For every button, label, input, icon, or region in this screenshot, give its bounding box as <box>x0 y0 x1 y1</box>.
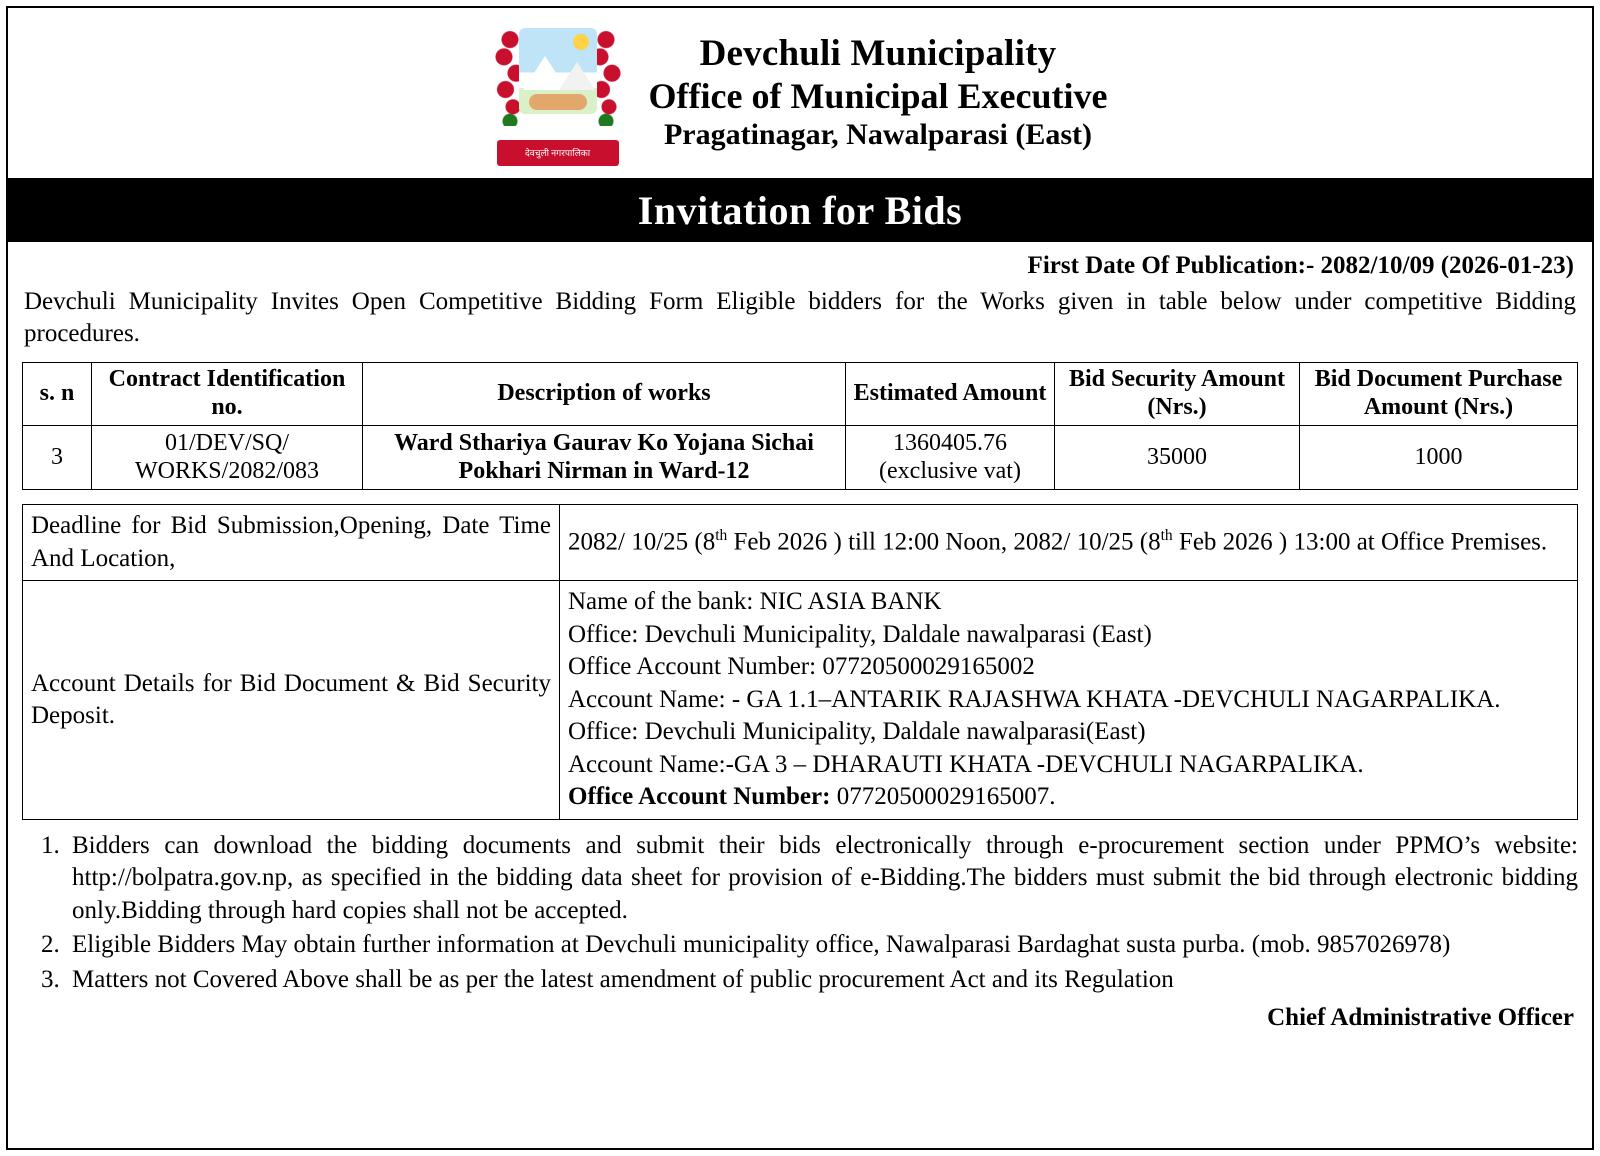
column-header-bid-security: Bid Security Amount (Nrs.) <box>1055 363 1300 426</box>
deadline-text-mid: Feb 2026 ) till 12:00 Noon, 2082/ 10/25 (8 <box>727 528 1161 556</box>
notes-list <box>22 830 1578 997</box>
table-header-row <box>23 363 1578 426</box>
emblem-banner: देवचुली नगरपालिका <box>497 140 619 166</box>
deadline-label: Deadline for Bid Submission,Opening, Date Time And Location, <box>23 505 560 581</box>
column-header-contract-id: Contract Identification no. <box>92 363 363 426</box>
list-item: 1. Bidders can download the bidding documents and submit their bids electronically through e-procurement section under PPMO’s website: http://bolpatra.gov.np, as specified in the bidding data sheet for provision of e-Bidding.The bidders must submit the bid through electronic bidding only.Bidding through hard copies shall not be accepted. <box>66 830 1578 928</box>
account-line-number-1: Office Account Number: 07720500029165002 <box>568 653 1035 681</box>
column-header-sn: s. n <box>23 363 92 426</box>
document-body <box>8 242 1592 1032</box>
nepal-government-emblem-icon <box>493 18 623 168</box>
organization-address: Pragatinagar, Nawalparasi (East) <box>663 117 1093 151</box>
sun-icon <box>573 34 589 50</box>
account-number-value: 07720500029165007. <box>830 783 1056 811</box>
table-row <box>23 425 1578 490</box>
emblem-center-icon <box>519 28 597 114</box>
deadline-text-pre: 2082/ 10/25 (8 <box>568 528 716 556</box>
cell-bid-document: 1000 <box>1300 425 1578 490</box>
account-row <box>23 581 1578 820</box>
account-line-name-2: Account Name:-GA 3 – DHARAUTI KHATA -DEVCHULI NAGARPALIKA. <box>568 750 1364 778</box>
account-line-bank: Name of the bank: NIC ASIA BANK <box>568 588 942 616</box>
account-line-office-1: Office: Devchuli Municipality, Daldale nawalparasi (East) <box>568 620 1152 648</box>
list-item: 3. Matters not Covered Above shall be as per the latest amendment of public procurement Act and its Regulation <box>66 964 1578 997</box>
organization-office: Office of Municipal Executive <box>648 76 1108 117</box>
deadline-text-post: Feb 2026 ) 13:00 at Office Premises. <box>1172 528 1548 556</box>
cell-bid-security: 35000 <box>1055 425 1300 490</box>
column-header-estimated-amount: Estimated Amount <box>846 363 1055 426</box>
handshake-icon <box>529 94 587 110</box>
mountain-secondary-icon <box>559 62 595 90</box>
account-label: Account Details for Bid Document & Bid Security Deposit. <box>23 581 560 820</box>
column-header-description: Description of works <box>363 363 846 426</box>
account-line-name-1: Account Name: - GA 1.1–ANTARIK RAJASHWA KHATA -DEVCHULI NAGARPALIKA. <box>568 685 1501 713</box>
account-line-office-2: Office: Devchuli Municipality, Daldale nawalparasi(East) <box>568 718 1146 746</box>
cell-contract-id: 01/DEV/SQ/ WORKS/2082/083 <box>92 425 363 490</box>
column-header-bid-document: Bid Document Purchase Amount (Nrs.) <box>1300 363 1578 426</box>
intro-paragraph: Devchuli Municipality Invites Open Competitive Bidding Form Eligible bidders for the Works given in table below under competitive Bidding procedures. <box>24 288 1576 347</box>
page-title: Invitation for Bids <box>8 180 1592 242</box>
organization-name: Devchuli Municipality <box>699 33 1057 75</box>
account-number-label: Office Account Number: <box>568 783 831 811</box>
cell-sn: 3 <box>23 425 92 490</box>
details-table <box>22 504 1578 820</box>
deadline-sup-2: th <box>1160 527 1173 545</box>
works-table <box>22 362 1578 490</box>
list-item: 2. Eligible Bidders May obtain further information at Devchuli municipality office, Nawalparasi Bardaghat susta purba. (mob. 9857026978) <box>66 929 1578 962</box>
document-header <box>8 8 1592 180</box>
cell-description: Ward Sthariya Gaurav Ko Yojana Sichai Pokhari Nirman in Ward-12 <box>363 425 846 490</box>
document-border <box>6 6 1594 1150</box>
account-value <box>560 581 1578 820</box>
publication-date: First Date Of Publication:- 2082/10/09 (2026-01-23) <box>1027 252 1574 279</box>
header-titles <box>649 33 1108 152</box>
deadline-row <box>23 505 1578 581</box>
account-line-number-2 <box>568 781 1569 814</box>
deadline-value <box>560 505 1578 581</box>
signature-title: Chief Administrative Officer <box>1267 1004 1574 1032</box>
deadline-sup-1: th <box>715 527 728 545</box>
cell-estimated-amount: 1360405.76 (exclusive vat) <box>846 425 1055 490</box>
